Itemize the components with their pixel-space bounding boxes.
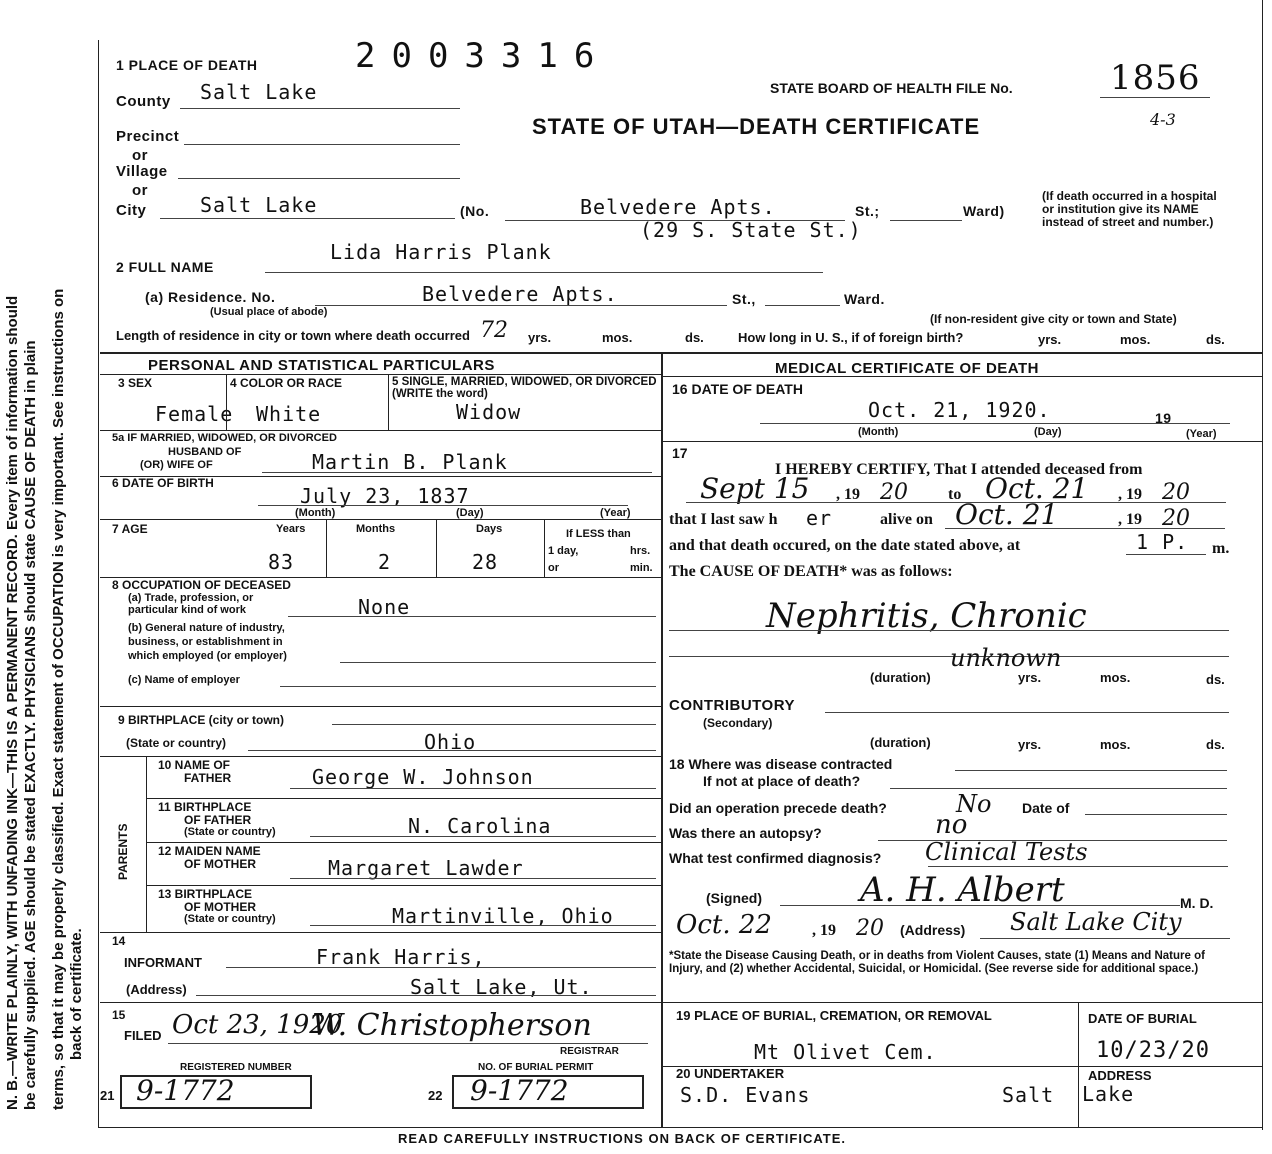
attended-from: Sept 15 [700,472,810,505]
last-saw-text: that I last saw h [669,511,778,528]
or-1: or [132,147,148,164]
residence-ward: Ward. [844,291,885,307]
date-of-death-label: 16 DATE OF DEATH [672,381,803,397]
duration-mos: mos. [1100,670,1131,685]
filed-num: 15 [112,1008,126,1022]
hrs: hrs. [630,545,651,557]
reg-prefix: 21 [100,1088,115,1103]
city-label: City [116,202,147,219]
signed-nineteen: , 19 [812,922,836,939]
dob-year-lbl: (Year) [600,507,631,519]
stamp-number: 2003316 [355,36,611,76]
last-seen-date: Oct. 21 [955,498,1059,531]
left-border [98,40,99,1128]
permit-value: 9-1772 [470,1074,569,1107]
mother-birthplace-value: Martinville, Ohio [392,904,614,928]
residence-st: St., [732,291,756,307]
father-label-2: FATHER [184,771,232,785]
personal-header: PERSONAL AND STATISTICAL PARTICULARS [148,357,495,374]
mother-label-1: 12 MAIDEN NAME [158,844,261,858]
father-value: George W. Johnson [312,765,534,789]
burial-date-label: DATE OF BURIAL [1088,1011,1197,1026]
occ-b2: business, or establishment in [128,636,283,648]
contrib-yrs: yrs. [1018,737,1042,752]
undertaker-address-value: Lake [1082,1082,1135,1106]
duration-label: (duration) [870,670,931,685]
center-divider [661,352,663,1002]
burial-date-value: 10/23/20 [1096,1038,1210,1063]
age-years-lbl: Years [276,523,306,535]
hospital-note: (If death occurred in a hospital or institution give its NAME instead of street and number.) [1042,189,1217,229]
mother-value: Margaret Lawder [328,856,524,880]
age-months: 2 [378,550,392,574]
occ-b1: (b) General nature of industry, [128,622,285,634]
cause-label: The CAUSE OF DEATH* was as follows: [669,563,953,580]
side-note-3: terms, so that it may be properly classified. Exact statement of OCCUPATION is very important. See instructions on [50,288,67,1110]
village-label: Village [116,163,168,180]
one-day: 1 day, [548,545,579,557]
residence-sub: (Usual place of abode) [210,306,328,318]
age-days: 28 [472,550,499,574]
date-of-label: Date of [1022,800,1070,816]
death-day-lbl: (Day) [1034,426,1062,438]
burial-label: 19 PLACE OF BURIAL, CREMATION, OR REMOVAL [676,1008,992,1023]
occupation-label: 8 OCCUPATION OF DECEASED [112,578,291,592]
contrib-ds: ds. [1206,737,1225,752]
ward-label: Ward) [963,203,1005,219]
corner-note: 4-3 [1150,110,1176,129]
operation-q: Did an operation precede death? [669,800,887,816]
side-note-1: N. B.—WRITE PLAINLY, WITH UNFADING INK—THIS IS A PERMANENT RECORD. Every item of information should [4,295,21,1110]
q18b: If not at place of death? [703,773,861,789]
footer-instructions: READ CAREFULLY INSTRUCTIONS ON BACK OF CERTIFICATE. [398,1131,846,1146]
from-nineteen: , 19 [836,486,860,503]
foreign-mos: mos. [1120,332,1151,347]
length-ds: ds. [685,330,704,345]
secondary-label: (Secondary) [703,716,773,730]
less-than: If LESS than [566,528,631,540]
county-label: County [116,93,171,110]
mbirth-label-2: OF MOTHER [184,900,256,914]
undertaker-city: Salt [1002,1083,1055,1107]
birthplace-value: Ohio [424,730,477,754]
city-value: Salt Lake [200,193,318,217]
q18a: 18 Where was disease contracted [669,756,893,772]
file-no-line [1100,97,1210,98]
reg-no-value: 9-1772 [136,1074,235,1107]
occ-b3: which employed (or employer) [128,650,287,662]
occupation-value: None [358,595,411,619]
street-address-2: (29 S. State St.) [640,218,862,242]
contrib-duration-label: (duration) [870,735,931,750]
informant-num: 14 [112,934,126,948]
mother-label-2: OF MOTHER [184,857,256,871]
physician-signature: A. H. Albert [860,870,1065,910]
age-years: 83 [268,550,295,574]
item-17: 17 [672,445,688,461]
dob-day-lbl: (Day) [456,507,484,519]
father-label-1: 10 NAME OF [158,758,231,772]
length-mos: mos. [602,330,633,345]
contributory-label: CONTRIBUTORY [669,697,795,714]
birthplace-sub: (State or country) [126,736,227,750]
fbirth-label-1: 11 BIRTHPLACE [158,800,252,814]
min: min. [630,562,653,574]
parents-vertical-label: PARENTS [116,823,130,880]
side-note-4: back of certificate. [68,928,85,1060]
or-min: or [548,562,559,574]
color-label: 4 COLOR OR RACE [230,376,343,390]
marital-value: Widow [456,400,522,424]
last-nineteen: , 19 [1118,511,1142,528]
dob-value: July 23, 1837 [300,484,470,508]
full-name-value: Lida Harris Plank [330,240,552,264]
to-nineteen: , 19 [1118,486,1142,503]
death-month-lbl: (Month) [858,426,899,438]
right-border [1262,0,1263,1130]
county-value: Salt Lake [200,80,318,104]
birthplace-label: 9 BIRTHPLACE (city or town) [118,713,285,727]
registrar-label: REGISTRAR [560,1046,619,1057]
bottom-border [98,1127,1262,1128]
spouse-value: Martin B. Plank [312,450,508,474]
fbirth-label-2: OF FATHER [184,813,252,827]
alive-on-text: alive on [880,511,933,528]
death-occured-text: and that death occured, on the date stated above, at [669,537,1021,554]
physician-address: Salt Lake City [1010,908,1182,936]
or-2: or [132,182,148,199]
place-of-death-label: 1 PLACE OF DEATH [116,57,258,73]
date-nineteen: 19 [1155,410,1172,426]
autopsy-value: no [935,810,968,840]
undertaker-value: S.D. Evans [680,1083,811,1107]
test-value: Clinical Tests [925,838,1088,866]
spouse-label-3: (OR) WIFE OF [140,459,213,471]
occ-a: (a) Trade, profession, or [128,592,254,604]
spouse-label-2: HUSBAND OF [168,446,242,458]
signed-date: Oct. 22 [676,910,772,940]
dob-label: 6 DATE OF BIRTH [112,476,214,490]
residence-label: (a) Residence. No. [145,289,276,305]
registrar-signature: W. Christopherson [312,1008,592,1043]
filed-date: Oct 23, 1920 [172,1010,343,1040]
physician-address-label: (Address) [900,922,966,938]
age-days-lbl: Days [476,523,503,535]
permit-prefix: 22 [428,1088,443,1103]
occ-a2: particular kind of work [128,604,246,616]
reg-no-label: REGISTERED NUMBER [180,1062,292,1073]
street-value: Belvedere Apts. [580,195,776,219]
to-word: to [948,486,962,503]
duration-yrs: yrs. [1018,670,1042,685]
side-note-2: be carefully supplied. AGE should be stated EXACTLY. PHYSICIANS should state CAUSE OF DEATH in plain [22,340,39,1110]
file-number: 1856 [1110,58,1201,98]
residence-value: Belvedere Apts. [422,282,618,306]
board-label: STATE BOARD OF HEALTH FILE No. [770,80,1013,96]
length-years: 72 [480,318,508,343]
foreign-yrs: yrs. [1038,332,1062,347]
fbirth-label-3: (State or country) [184,826,276,838]
father-birthplace-value: N. Carolina [408,814,552,838]
test-q: What test confirmed diagnosis? [669,850,882,866]
time-value: 1 P. [1136,530,1189,554]
duration-value: unknown [950,644,1062,672]
date-of-death-value: Oct. 21, 1920. [868,398,1051,422]
informant-address-label: (Address) [126,982,187,997]
certificate-title: STATE OF UTAH—DEATH CERTIFICATE [532,114,981,139]
marital-label: 5 SINGLE, MARRIED, WIDOWED, OR DIVORCED (WRITE the word) [392,376,657,400]
from-year: 20 [880,480,908,505]
to-year: 20 [1162,480,1190,505]
pronoun: er [806,506,833,530]
no-label: (No. [460,203,490,219]
operation-value: No [956,790,992,818]
informant-label: INFORMANT [124,955,202,970]
age-months-lbl: Months [356,523,396,535]
time-m: m. [1212,540,1230,557]
sex-value: Female [155,402,234,426]
sex-label: 3 SEX [118,376,153,390]
cause-value: Nephritis, Chronic [766,596,1087,636]
burial-permit-label: NO. OF BURIAL PERMIT [478,1062,594,1073]
medical-header: MEDICAL CERTIFICATE OF DEATH [775,360,1039,377]
undertaker-label: 20 UNDERTAKER [676,1066,785,1081]
undertaker-address-label: ADDRESS [1088,1068,1152,1083]
burial-place-value: Mt Olivet Cem. [754,1040,937,1064]
duration-ds: ds. [1206,672,1225,687]
last-year: 20 [1162,506,1190,531]
mbirth-label-3: (State or country) [184,913,276,925]
contrib-mos: mos. [1100,737,1131,752]
precinct-label: Precinct [116,128,180,145]
death-year-lbl: (Year) [1186,428,1217,440]
signed-label: (Signed) [706,890,762,906]
length-yrs: yrs. [528,330,552,345]
mbirth-label-1: 13 BIRTHPLACE [158,887,253,901]
autopsy-q: Was there an autopsy? [669,825,822,841]
md-label: M. D. [1180,895,1214,911]
informant-value: Frank Harris, [316,945,486,969]
certify-text: I HEREBY CERTIFY, That I attended deceased from [775,461,1143,478]
dob-month-lbl: (Month) [295,507,336,519]
signed-year: 20 [856,916,884,941]
attended-to: Oct. 21 [985,472,1089,505]
footnote: *State the Disease Causing Death, or in deaths from Violent Causes, state (1) Means and Nature of Injury, and (2) whether Accidental, Suicidal, or Homicidal. (See reverse side for additional space.) [669,950,1205,975]
occ-c: (c) Name of employer [128,674,240,686]
foreign-label: How long in U. S., if of foreign birth? [738,330,964,345]
filed-label: FILED [124,1028,162,1043]
length-label: Length of residence in city or town where death occurred [116,328,470,343]
spouse-label-1: 5a IF MARRIED, WIDOWED, OR DIVORCED [112,432,337,444]
color-value: White [256,402,322,426]
foreign-ds: ds. [1206,332,1225,347]
informant-address: Salt Lake, Ut. [410,975,593,999]
st-label: St.; [855,203,880,219]
section-divider [100,352,1262,354]
full-name-label: 2 FULL NAME [116,259,214,275]
age-label: 7 AGE [112,522,148,536]
nonresident-note: (If non-resident give city or town and State) [930,312,1177,326]
